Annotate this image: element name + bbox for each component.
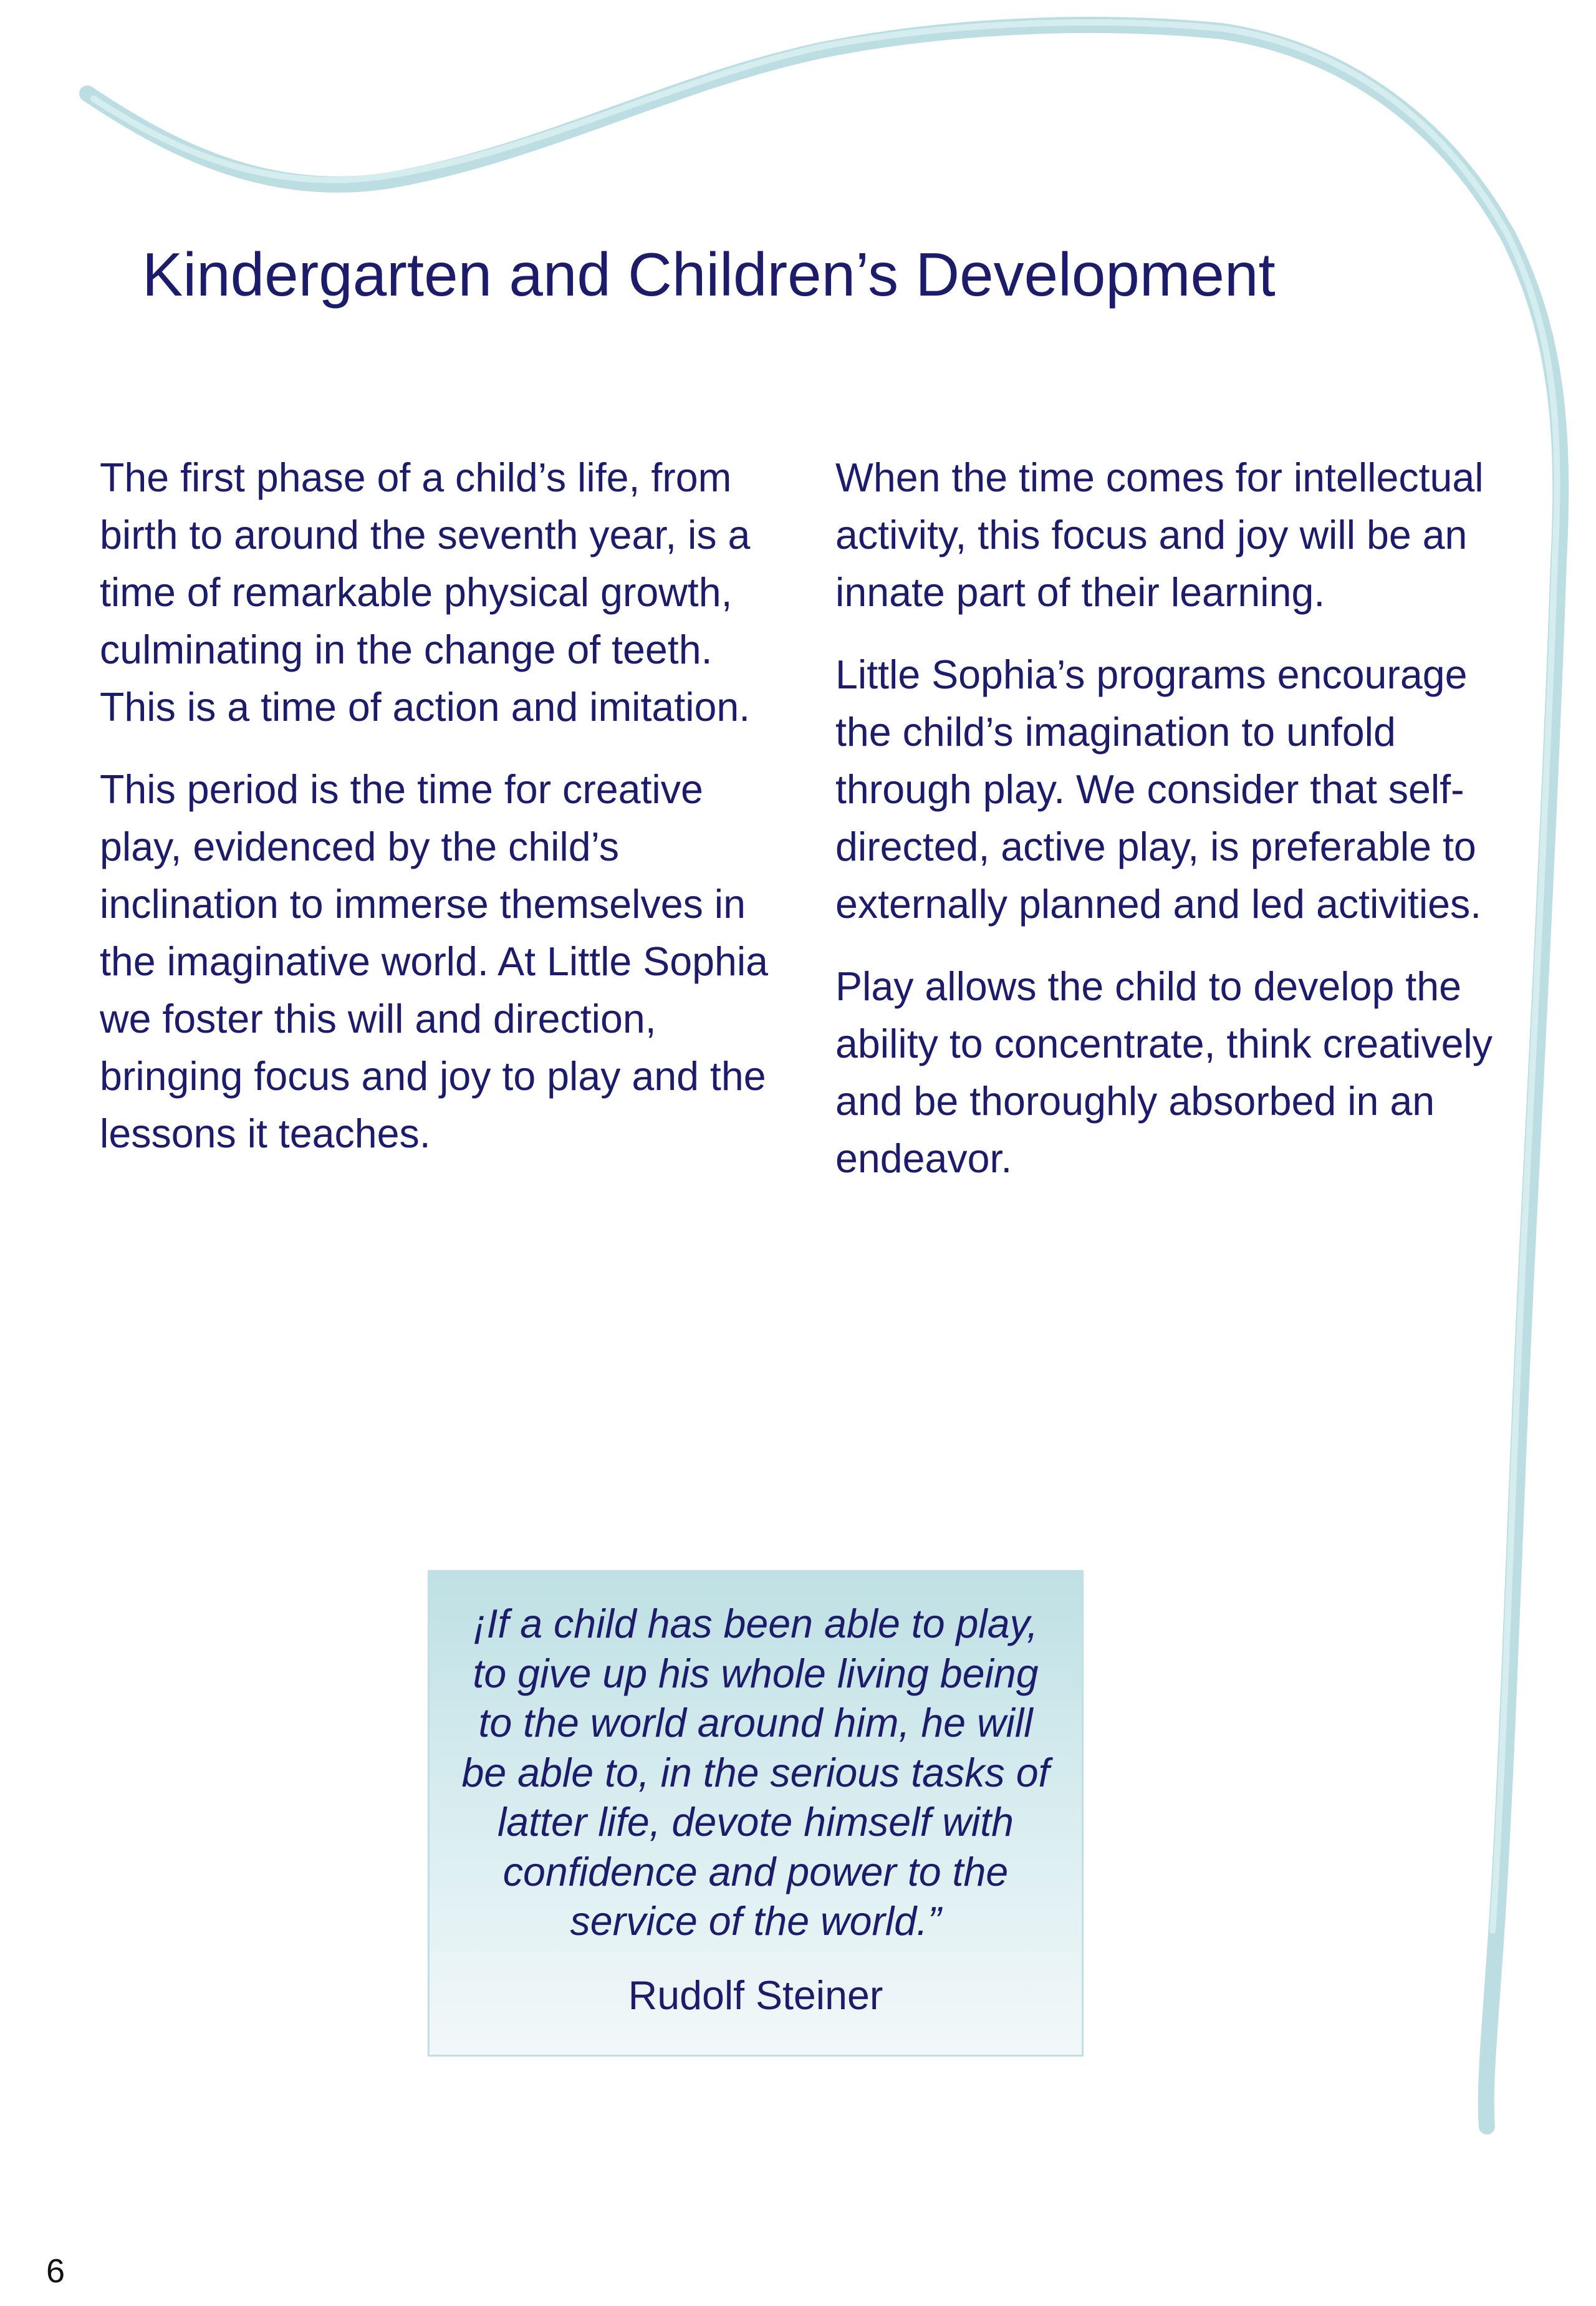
page-number: 6 — [46, 2252, 65, 2290]
paragraph: The first phase of a child’s life, from birth to around the seventh year, is a time of remarkable physical growth, culminating in the change of teeth. This is a time of action and imitation. — [100, 455, 751, 730]
paragraph: This period is the time for creative play, evidenced by the child’s inclination to immerse themselves in the imaginative world. At Little Sophia we foster this will and direction, bringing focus and joy to play and the lessons it teaches. — [100, 767, 769, 1156]
paragraph: When the time comes for intellectual activity, this focus and joy will be an innate part of their learning. — [835, 455, 1484, 615]
page-title: Kindergarten and Children’s Development — [142, 240, 1276, 309]
quote-box — [428, 1570, 1084, 2057]
paragraph: Little Sophia’s programs encourage the child’s imagination to unfold through play. We consider that self-directed, active play, is preferable to externally planned and led activities. — [835, 652, 1482, 927]
paragraph: Play allows the child to develop the ability to concentrate, think creatively and be thoroughly absorbed in an endeavor. — [835, 964, 1493, 1181]
quote-author: Rudolf Steiner — [628, 1972, 883, 2018]
right-text-column — [835, 449, 1509, 1212]
left-text-column — [100, 449, 773, 1187]
quote-text: ¡If a child has been able to play, to give up his whole living being to the world around him, he will be able to, in the serious tasks of latter life, devote himself with confidence and power to the service of the world.” — [461, 1601, 1050, 1944]
